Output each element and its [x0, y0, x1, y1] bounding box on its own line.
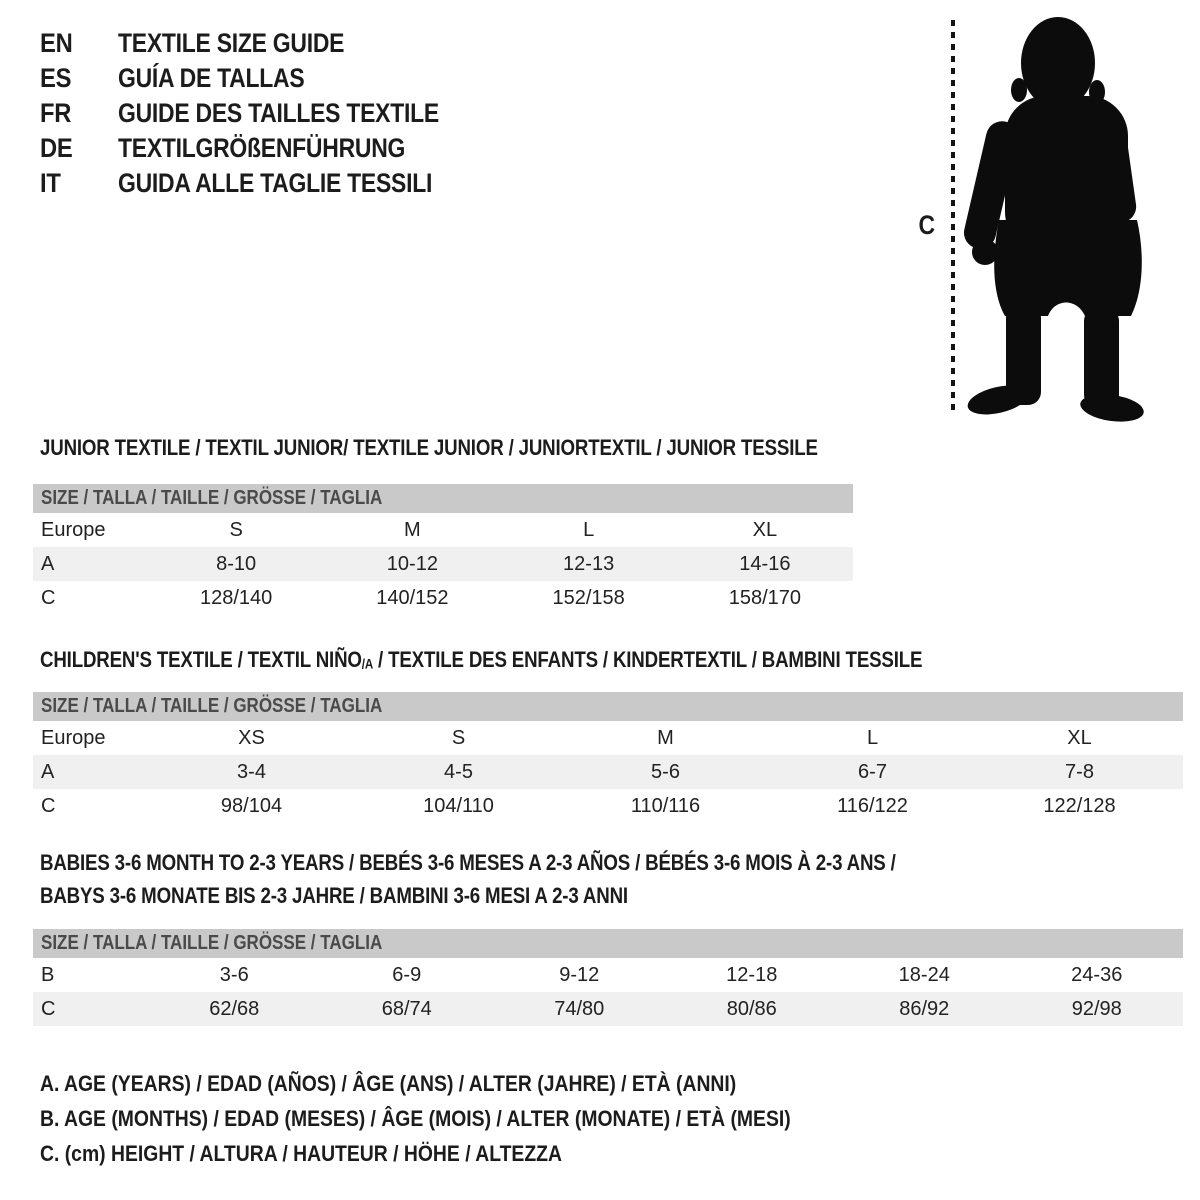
table-row: [33, 992, 1183, 1026]
language-header: [40, 26, 496, 201]
legend-line-a: [40, 1066, 893, 1101]
lang-row-es: [40, 61, 496, 96]
babies-size-table: [33, 929, 1183, 1026]
table-cell: XL: [1067, 726, 1092, 749]
table-cell: 7-8: [1065, 760, 1094, 783]
size-header-bar: [33, 929, 1183, 958]
size-header-bar: [33, 692, 1183, 721]
junior-size-table: [33, 484, 853, 615]
table-row: [33, 755, 1183, 789]
table-cell: 158/170: [728, 586, 802, 609]
measure-legend: [40, 1066, 893, 1171]
table-row: [33, 581, 853, 615]
table-cell: XS: [238, 726, 265, 749]
table-cell: S: [229, 518, 243, 541]
children-section-title: [40, 643, 1078, 681]
children-section-title-text: [40, 643, 922, 681]
table-cell: XL: [752, 518, 778, 541]
table-cell: 12-18: [726, 963, 778, 986]
size-header-text: SIZE / TALLA / TAILLE / GRÖSSE / TAGLIA: [41, 487, 383, 509]
table-cell: 3-6: [219, 963, 249, 986]
table-cell: 8-10: [216, 552, 257, 575]
children-title-pre: CHILDREN'S TEXTILE / TEXTIL NIÑO: [40, 647, 362, 672]
legend-line-b: [40, 1101, 893, 1136]
lang-row-fr: [40, 96, 496, 131]
lang-title: GUÍA DE TALLAS: [118, 63, 305, 93]
row-label: A: [41, 552, 55, 575]
table-cell: M: [657, 726, 674, 749]
table-cell: 4-5: [444, 760, 473, 783]
children-title-post: / TEXTILE DES ENFANTS / KINDERTEXTIL / BAMBINI TESSILE: [373, 647, 923, 672]
size-header-text: SIZE / TALLA / TAILLE / GRÖSSE / TAGLIA: [41, 695, 383, 717]
table-cell: 68/74: [381, 997, 432, 1020]
lang-code: FR: [40, 98, 72, 128]
row-label: B: [41, 963, 55, 986]
row-label: C: [41, 586, 56, 609]
babies-section-title: [40, 846, 1047, 912]
table-cell: 152/158: [552, 586, 625, 609]
table-cell: 128/140: [199, 586, 273, 609]
children-size-table: [33, 692, 1183, 823]
table-row: [33, 958, 1183, 992]
table-cell: 140/152: [376, 586, 449, 609]
table-cell: 92/98: [1071, 997, 1122, 1020]
lang-row-de: [40, 131, 496, 166]
table-row: [33, 721, 1183, 755]
height-measure-label: C: [918, 210, 936, 240]
row-label: Europe: [41, 726, 106, 749]
children-title-sub: /A: [361, 656, 374, 672]
table-cell: 5-6: [651, 760, 680, 783]
legend-line-b-text: B. AGE (MONTHS) / EDAD (MESES) / ÂGE (MOIS) / ALTER (MONATE) / ETÀ (MESI): [40, 1106, 791, 1131]
table-cell: 98/104: [220, 794, 283, 817]
legend-line-c: [40, 1136, 893, 1171]
size-header-bar: [33, 484, 853, 513]
table-cell: 116/122: [837, 794, 908, 817]
legend-line-a-text: A. AGE (YEARS) / EDAD (AÑOS) / ÂGE (ANS) / ALTER (JAHRE) / ETÀ (ANNI): [40, 1071, 737, 1096]
table-cell: 110/116: [630, 794, 701, 817]
lang-title: GUIDA ALLE TAGLIE TESSILI: [118, 168, 433, 198]
babies-title-line1: BABIES 3-6 MONTH TO 2-3 YEARS / BEBÉS 3-6 MESES A 2-3 AÑOS / BÉBÉS 3-6 MOIS À 2-3 ANS /: [40, 850, 896, 875]
table-cell: 10-12: [386, 552, 438, 575]
table-cell: 62/68: [209, 997, 260, 1020]
table-cell: 104/110: [423, 794, 494, 817]
lang-code: DE: [40, 133, 73, 163]
table-cell: 24-36: [1071, 963, 1123, 986]
table-cell: S: [451, 726, 466, 749]
table-cell: 6-9: [392, 963, 422, 986]
row-label: A: [41, 760, 55, 783]
lang-title: TEXTILGRÖßENFÜHRUNG: [118, 133, 406, 163]
table-cell: 18-24: [898, 963, 950, 986]
babies-title-line2: BABYS 3-6 MONATE BIS 2-3 JAHRE / BAMBINI 3-6 MESI A 2-3 ANNI: [40, 883, 628, 908]
lang-title: TEXTILE SIZE GUIDE: [118, 28, 345, 58]
table-row: [33, 547, 853, 581]
table-cell: L: [583, 518, 595, 541]
row-label: C: [41, 997, 56, 1020]
row-label: C: [41, 794, 56, 817]
height-figure: [905, 10, 1155, 425]
table-row: [33, 513, 853, 547]
table-cell: 9-12: [559, 963, 600, 986]
table-cell: 12-13: [563, 552, 615, 575]
legend-line-c-text: C. (cm) HEIGHT / ALTURA / HAUTEUR / HÖHE / ALTEZZA: [40, 1141, 562, 1166]
table-cell: 74/80: [554, 997, 605, 1020]
lang-code: IT: [40, 168, 61, 198]
size-header-text: SIZE / TALLA / TAILLE / GRÖSSE / TAGLIA: [41, 932, 383, 954]
toddler-silhouette-icon: [905, 10, 1155, 425]
table-cell: L: [866, 726, 879, 749]
table-cell: M: [404, 518, 421, 541]
table-row: [33, 789, 1183, 823]
lang-code: ES: [40, 63, 72, 93]
junior-section-title-text: JUNIOR TEXTILE / TEXTIL JUNIOR/ TEXTILE JUNIOR / JUNIORTEXTIL / JUNIOR TESSILE: [40, 435, 818, 460]
row-label: Europe: [41, 518, 106, 541]
junior-section-title: [40, 431, 955, 464]
table-cell: 86/92: [899, 997, 950, 1020]
lang-title: GUIDE DES TAILLES TEXTILE: [118, 98, 439, 128]
table-cell: 14-16: [739, 552, 791, 575]
table-cell: 6-7: [858, 760, 887, 783]
table-cell: 122/128: [1043, 794, 1116, 817]
lang-code: EN: [40, 28, 73, 58]
table-cell: 80/86: [726, 997, 777, 1020]
table-cell: 3-4: [237, 760, 266, 783]
lang-row-en: [40, 26, 496, 61]
lang-row-it: [40, 166, 496, 201]
